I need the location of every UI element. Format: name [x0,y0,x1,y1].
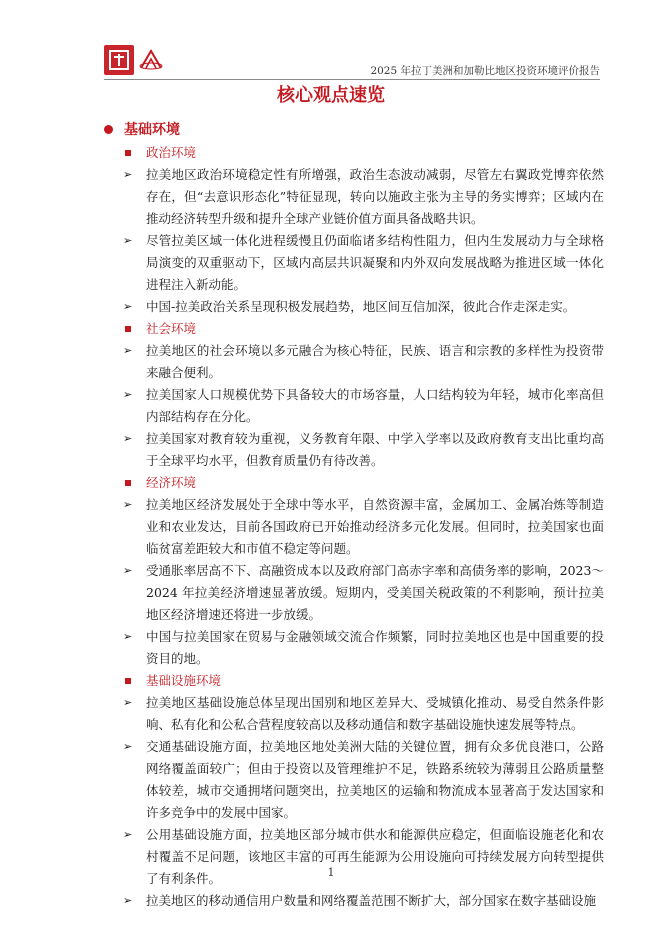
bullet-text: 中国与拉美国家在贸易与金融领域交流合作频繁，同时拉美地区也是中国重要的投资目的地。 [146,629,604,666]
arrow-bullet-icon: ➢ [123,300,133,313]
subsection-heading [104,670,604,692]
bullet-text: 拉美地区的移动通信用户数量和网络覆盖范围不断扩大，部分国家在数字基础设施 [146,893,597,908]
arrow-bullet-icon: ➢ [123,828,133,841]
red-square-icon [125,150,131,156]
header-divider [104,79,600,80]
arrow-bullet-icon: ➢ [123,498,133,511]
bullet-text: 公用基础设施方面，拉美地区部分城市供水和能源供应稳定，但面临设施老化和农村覆盖不足问题，该地区丰富的可再生能源为公用设施向可持续发展方向转型提供了有利条件。 [146,827,604,886]
institute-emblem-logo [138,48,164,72]
section-title: 基础环境 [124,122,180,138]
red-dot-icon [104,125,113,134]
bullet-item [104,428,604,472]
bullet-text: 受通胀率居高不下、高融资成本以及政府部门高赤字率和高债务率的影响，2023～2024 年拉美经济增速显著放缓。短期内，受美国关税政策的不利影响，预计拉美地区经济增速还将进一步放缓。 [146,563,604,622]
arrow-bullet-icon: ➢ [123,696,133,709]
academy-seal-logo [104,45,134,75]
bullet-item [104,692,604,736]
bullet-item [104,230,604,296]
bullet-text: 交通基础设施方面，拉美地区地处美洲大陆的关键位置，拥有众多优良港口，公路网络覆盖面较广；但由于投资以及管理维护不足，铁路系统较为薄弱且公路质量整体较差，城市交通拥堵问题突出，拉美地区的运输和物流成本显著高于发达国家和许多竞争中的发展中国家。 [146,739,604,820]
subsection-title: 基础设施环境 [146,673,222,688]
page-header [0,0,662,80]
bullet-item [104,890,604,912]
page-number: 1 [327,866,335,879]
red-square-icon [125,480,131,486]
bullet-text: 拉美国家对教育较为重视，义务教育年限、中学入学率以及政府教育支出比重均高于全球平均水平，但教育质量仍有待改善。 [146,431,604,468]
report-header-title: 2025 年拉丁美洲和加勒比地区投资环境评价报告 [370,65,600,77]
arrow-bullet-icon: ➢ [123,432,133,445]
bullet-item [104,560,604,626]
subsection-heading [104,142,604,164]
bullet-item [104,340,604,384]
arrow-bullet-icon: ➢ [123,234,133,247]
arrow-bullet-icon: ➢ [123,894,133,907]
bullet-item [104,736,604,824]
red-square-icon [125,326,131,332]
arrow-bullet-icon: ➢ [123,388,133,401]
bullet-text: 拉美地区基础设施总体呈现出国别和地区差异大、受城镇化推动、易受自然条件影响、私有化和公私合营程度较高以及移动通信和数字基础设施快速发展等特点。 [146,695,604,732]
arrow-bullet-icon: ➢ [123,740,133,753]
arrow-bullet-icon: ➢ [123,168,133,181]
arrow-bullet-icon: ➢ [123,344,133,357]
section-heading [104,118,604,142]
bullet-item [104,296,604,318]
bullet-text: 拉美地区的社会环境以多元融合为核心特征，民族、语言和宗教的多样性为投资带来融合便利。 [146,343,604,380]
subsection-heading [104,318,604,340]
bullet-text: 中国-拉美政治关系呈现积极发展趋势，地区间互信加深，彼此合作走深走实。 [146,299,576,314]
bullet-item [104,824,604,890]
subsection-title: 政治环境 [146,145,197,160]
subsection-list [104,142,604,912]
subsection-heading [104,472,604,494]
bullet-item [104,626,604,670]
page-title: 核心观点速览 [277,85,385,106]
bullet-text: 拉美地区政治环境稳定性有所增强，政治生态波动减弱，尽管左右翼政党博弈依然存在，但“去意识形态化”特征显现，转向以施政主张为主导的务实博弈；区域内在推动经济转型升级和提升全球产业链价值方面具备战略共识。 [146,167,604,226]
arrow-bullet-icon: ➢ [123,564,133,577]
content-body [104,118,604,912]
bullet-item [104,384,604,428]
red-square-icon [125,678,131,684]
bullet-item [104,494,604,560]
bullet-item [104,164,604,230]
subsection-title: 经济环境 [146,475,197,490]
subsection-title: 社会环境 [146,321,197,336]
bullet-text: 拉美地区经济发展处于全球中等水平，自然资源丰富，金属加工、金属冶炼等制造业和农业发达，目前各国政府已开始推动经济多元化发展。但同时，拉美国家也面临贫富差距较大和市值不稳定等问题。 [146,497,604,556]
bullet-text: 尽管拉美区域一体化进程缓慢且仍面临诸多结构性阻力，但内生发展动力与全球格局演变的双重驱动下，区域内高层共识凝聚和内外双向发展战略为推进区域一体化进程注入新动能。 [146,233,604,292]
arrow-bullet-icon: ➢ [123,630,133,643]
bullet-text: 拉美国家人口规模优势下具备较大的市场容量，人口结构较为年轻，城市化率高但内部结构存在分化。 [146,387,604,424]
